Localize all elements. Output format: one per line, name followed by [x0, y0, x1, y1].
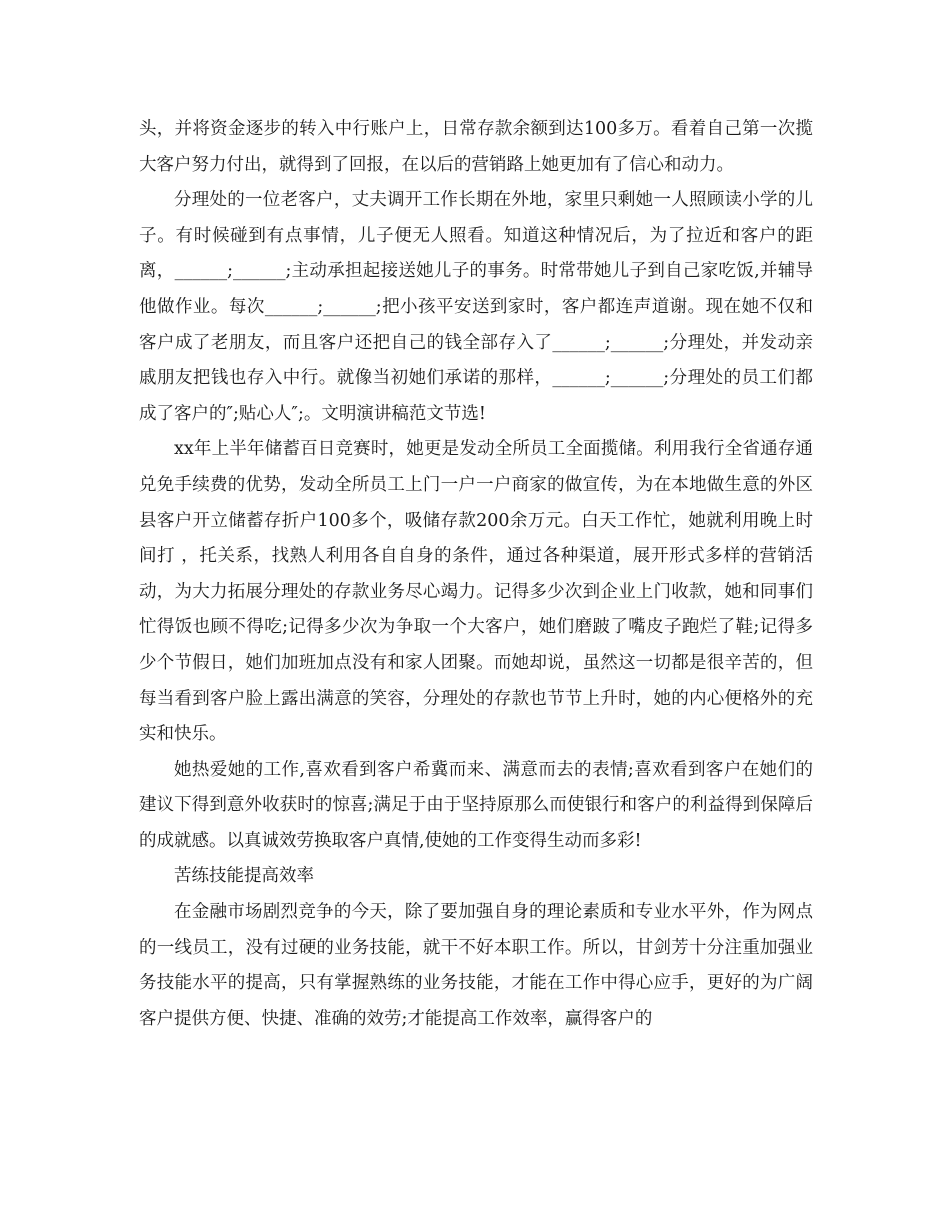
section-heading: 苦练技能提高效率 [174, 866, 314, 887]
paragraph-old-customer: 分理处的一位老客户，丈夫调开工作长期在外地，家里只剩她一人照顾读小学的儿子。有时候碰到有点事情，儿子便无人照看。知道这种情况后，为了拉近和客户的距离，______;______;主动承担起接送她儿子的事务。时常带她儿子到自己家吃饭,并辅导他做作业。每次______;______;把小孩平安送到家时，客户都连声道谢。现在她不仅和客户成了老朋友，而且客户还把自己的钱全部存入了______;______;分理处，并发动亲戚朋友把钱也存入中行。就像当初她们承诺的那样，______;______;分理处的员工们都成了客户的″;贴心人″;。文明演讲稿范文节选! [139, 190, 813, 424]
paragraph-skills: 在金融市场剧烈竞争的今天，除了要加强自身的理论素质和专业水平外，作为网点的一线员工，没有过硬的业务技能，就干不好本职工作。所以，甘剑芳十分注重加强业务技能水平的提高，只有掌握熟练的业务技能，才能在工作中得心应手，更好的为广阔客户提供方便、快捷、准确的效劳;才能提高工作效率，赢得客户的 [139, 902, 813, 1029]
paragraph-continuation: 头，并将资金逐步的转入中行账户上，日常存款余额到达100多万。看着自己第一次揽大客户努力付出，就得到了回报，在以后的营销路上她更加有了信心和动力。 [139, 119, 813, 175]
document-body [139, 112, 813, 1037]
paragraph-savings-competition: xx年上半年储蓄百日竞赛时，她更是发动全所员工全面揽储。利用我行全省通存通兑免手续费的优势，发动全所员工上门一户一户商家的做宣传，为在本地做生意的外区县客户开立储蓄存折户100多个，吸储存款200余万元。白天工作忙，她就利用晚上时间打 ，托关系，找熟人利用各自自身的条件，通过各种渠道，展开形式多样的营销活动，为大力拓展分理处的存款业务尽心竭力。记得多少次到企业上门收款，她和同事们忙得饭也顾不得吃;记得多少次为争取一个大客户，她们磨跛了嘴皮子跑烂了鞋;记得多少个节假日，她们加班加点没有和家人团聚。而她却说，虽然这一切都是很辛苦的，但每当看到客户脸上露出满意的笑容，分理处的存款也节节上升时，她的内心便格外的充实和快乐。 [139, 439, 813, 745]
paragraph-love-of-work: 她热爱她的工作,喜欢看到客户希冀而来、满意而去的表情;喜欢看到客户在她们的建议下得到意外收获时的惊喜;满足于由于坚持原那么而使银行和客户的利益得到保障后的成就感。以真诚效劳换取客户真情,使她的工作变得生动而多彩! [139, 759, 813, 851]
